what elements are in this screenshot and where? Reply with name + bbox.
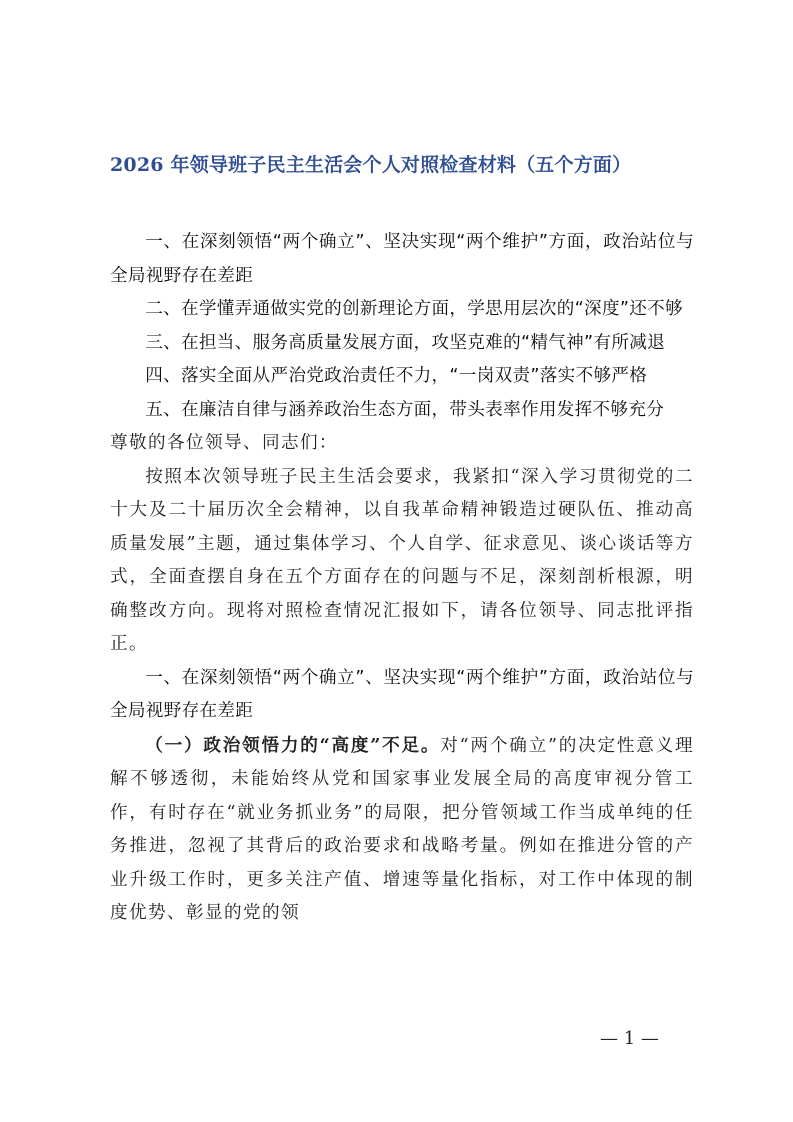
outline-item-2: 二、在学懂弄通做实党的创新理论方面，学思用层次的“深度”还不够 (145, 299, 683, 319)
section-1-heading: 一、在深刻领悟“两个确立”、坚决实现“两个维护”方面，政治站位与全局视野存在差距 (110, 667, 694, 721)
section-1-sub-text: 对“两个确立”的决定性意义理解不够透彻，未能始终从党和国家事业发展全局的高度审视分管工作，有时存在“就业务抓业务”的局限，把分管领域工作当成单纯的任务推进，忽视了其背后的政治要求和战略考量。例如在推进分管的产业升级工作时，更多关注产值、增速等量化指标，对工作中体现的制度优势、彰显的党的领 (110, 735, 694, 923)
salutation: 尊敬的各位领导、同志们： (110, 433, 338, 453)
document-title: 2026 年领导班子民主生活会个人对照检查材料（五个方面） (110, 154, 632, 176)
section-1-sub-label: （一）政治领悟力的“高度”不足。 (145, 734, 441, 756)
page-number: — 1 — (600, 1028, 659, 1049)
outline-item-3: 三、在担当、服务高质量发展方面，攻坚克难的“精气神”有所减退 (145, 332, 666, 353)
outline-item-5: 五、在廉洁自律与涵养政治生态方面，带头表率作用发挥不够充分 (145, 399, 665, 420)
intro-paragraph: 按照本次领导班子民主生活会要求，我紧扣“深入学习贯彻党的二十大及二十届历次全会精神，以自我革命精神锻造过硬队伍、推动高质量发展”主题，通过集体学习、个人自学、征求意见、谈心谈话等方式，全面查摆自身在五个方面存在的问题与不足，深刻剖析根源，明确整改方向。现将对照检查情况汇报如下，请各位领导、同志批评指正。 (110, 466, 694, 654)
outline-item-4: 四、落实全面从严治党政治责任不力，“一岗双责”落实不够严格 (145, 366, 648, 386)
section-1-sub-paragraph (110, 729, 694, 931)
outline-item-1: 一、在深刻领悟“两个确立”、坚决实现“两个维护”方面，政治站位与全局视野存在差距 (110, 232, 694, 286)
document-body (110, 226, 694, 931)
